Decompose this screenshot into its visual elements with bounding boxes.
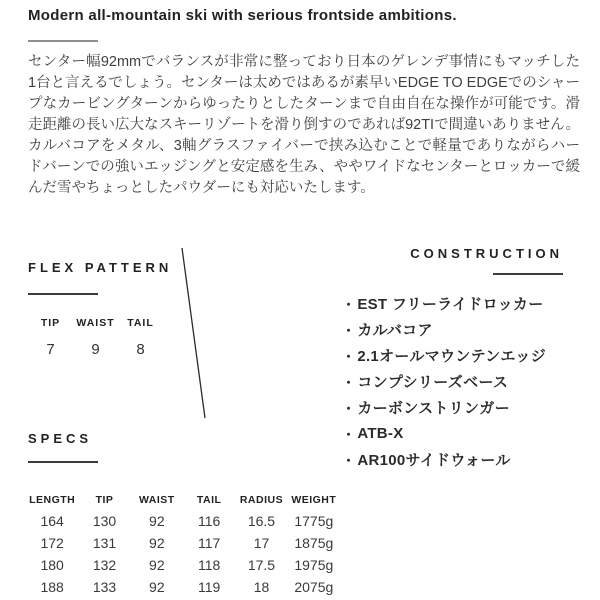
- construction-item-label: コンプシリーズベース: [357, 373, 509, 391]
- bullet-icon: ・: [342, 400, 356, 416]
- specs-col-waist: WAIST: [138, 494, 175, 506]
- flex-value-waist: 9: [91, 341, 100, 358]
- specs-row: [26, 576, 340, 598]
- spec-cell: 188: [40, 579, 64, 595]
- flex-pattern-title: FLEX PATTERN: [28, 260, 173, 275]
- construction-divider: [493, 273, 563, 275]
- construction-item: [342, 316, 546, 342]
- spec-cell: 116: [197, 513, 221, 529]
- specs-col-tail: TAIL: [196, 494, 222, 506]
- bullet-icon: ・: [342, 426, 356, 442]
- flex-pattern-header-row: [28, 317, 163, 329]
- spec-cell: 119: [197, 579, 221, 595]
- construction-item: [342, 342, 546, 368]
- construction-item: [342, 368, 546, 394]
- flex-col-tip: TIP: [40, 317, 61, 329]
- construction-item: [342, 290, 546, 316]
- bullet-icon: ・: [342, 322, 356, 338]
- spec-cell: 17.5: [247, 557, 276, 573]
- spec-cell: 1775g: [294, 513, 334, 529]
- specs-header-row: [26, 490, 340, 510]
- ski-side-profile-line: [178, 244, 210, 422]
- spec-cell: 180: [40, 557, 64, 573]
- construction-item-label: ATB-X: [357, 424, 404, 442]
- spec-cell: 18: [253, 579, 270, 595]
- specs-row: [26, 532, 340, 554]
- construction-item-label: 2.1オールマウンテンエッジ: [357, 347, 547, 365]
- construction-item: [342, 446, 546, 472]
- product-description: センター幅92mmでバランスが非常に整っており日本のゲレンデ事情にもマッチした1台と言えるでしょう。センターは太めではあるが素早いEDGE TO EDGEでのシャープなカービングターンからゆったりとしたターンまで自由自在な操作が可能です。滑走距離の長い広大なスキーリゾートを滑り倒すのであれば92TIで間違いありません。カルバコアをメタル、3軸グラスファイバーで挟み込むことで軽量でありながらハードバーンでの強いエッジングと安定感を生み、ややワイドなセンターとロッカーで緩んだ雪やちょっとしたパウダーにも対応いたします。: [28, 54, 580, 196]
- construction-item-label: カーボンストリンガー: [357, 399, 510, 417]
- construction-item-label: カルバコア: [357, 321, 433, 339]
- bullet-icon: ・: [342, 452, 356, 468]
- spec-cell: 172: [40, 535, 64, 551]
- specs-col-radius: RADIUS: [239, 494, 284, 506]
- specs-divider: [28, 461, 98, 463]
- spec-cell: 16.5: [247, 513, 276, 529]
- spec-cell: 117: [197, 535, 221, 551]
- flex-value-tip: 7: [46, 341, 55, 358]
- specs-row: [26, 554, 340, 576]
- spec-cell: 130: [92, 513, 117, 529]
- flex-pattern-value-row: [28, 341, 163, 358]
- spec-cell: 17: [253, 535, 270, 551]
- specs-col-tip: TIP: [95, 494, 114, 506]
- flex-pattern-divider: [28, 293, 98, 295]
- product-tagline: Modern all-mountain ski with serious frontside ambitions.: [28, 7, 457, 24]
- specs-col-length: LENGTH: [29, 494, 76, 506]
- specs-row: [26, 510, 340, 532]
- bullet-icon: ・: [342, 296, 356, 312]
- construction-item: [342, 394, 546, 420]
- spec-cell: 92: [149, 579, 165, 595]
- spec-cell: 2075g: [294, 579, 334, 595]
- construction-item-label: AR100サイドウォール: [357, 451, 511, 469]
- specs-table: [26, 490, 340, 598]
- spec-cell: 92: [149, 557, 165, 573]
- specs-col-weight: WEIGHT: [291, 494, 337, 506]
- tagline-divider: [28, 40, 98, 42]
- construction-item-label: EST フリーライドロッカー: [357, 295, 544, 313]
- spec-cell: 133: [92, 579, 117, 595]
- spec-cell: 1875g: [294, 535, 334, 551]
- spec-cell: 132: [92, 557, 117, 573]
- spec-cell: 92: [149, 535, 165, 551]
- spec-cell: 118: [197, 557, 221, 573]
- spec-cell: 92: [149, 513, 165, 529]
- flex-col-waist: WAIST: [76, 317, 115, 329]
- construction-feature-list: [342, 290, 546, 472]
- construction-title: CONSTRUCTION: [410, 246, 563, 261]
- flex-col-tail: TAIL: [127, 317, 154, 329]
- bullet-icon: ・: [342, 348, 356, 364]
- construction-item: [342, 420, 546, 446]
- spec-cell: 164: [40, 513, 64, 529]
- flex-value-tail: 8: [136, 341, 145, 358]
- specs-title: SPECS: [28, 431, 93, 446]
- spec-cell: 1975g: [294, 557, 334, 573]
- spec-cell: 131: [92, 535, 117, 551]
- bullet-icon: ・: [342, 374, 356, 390]
